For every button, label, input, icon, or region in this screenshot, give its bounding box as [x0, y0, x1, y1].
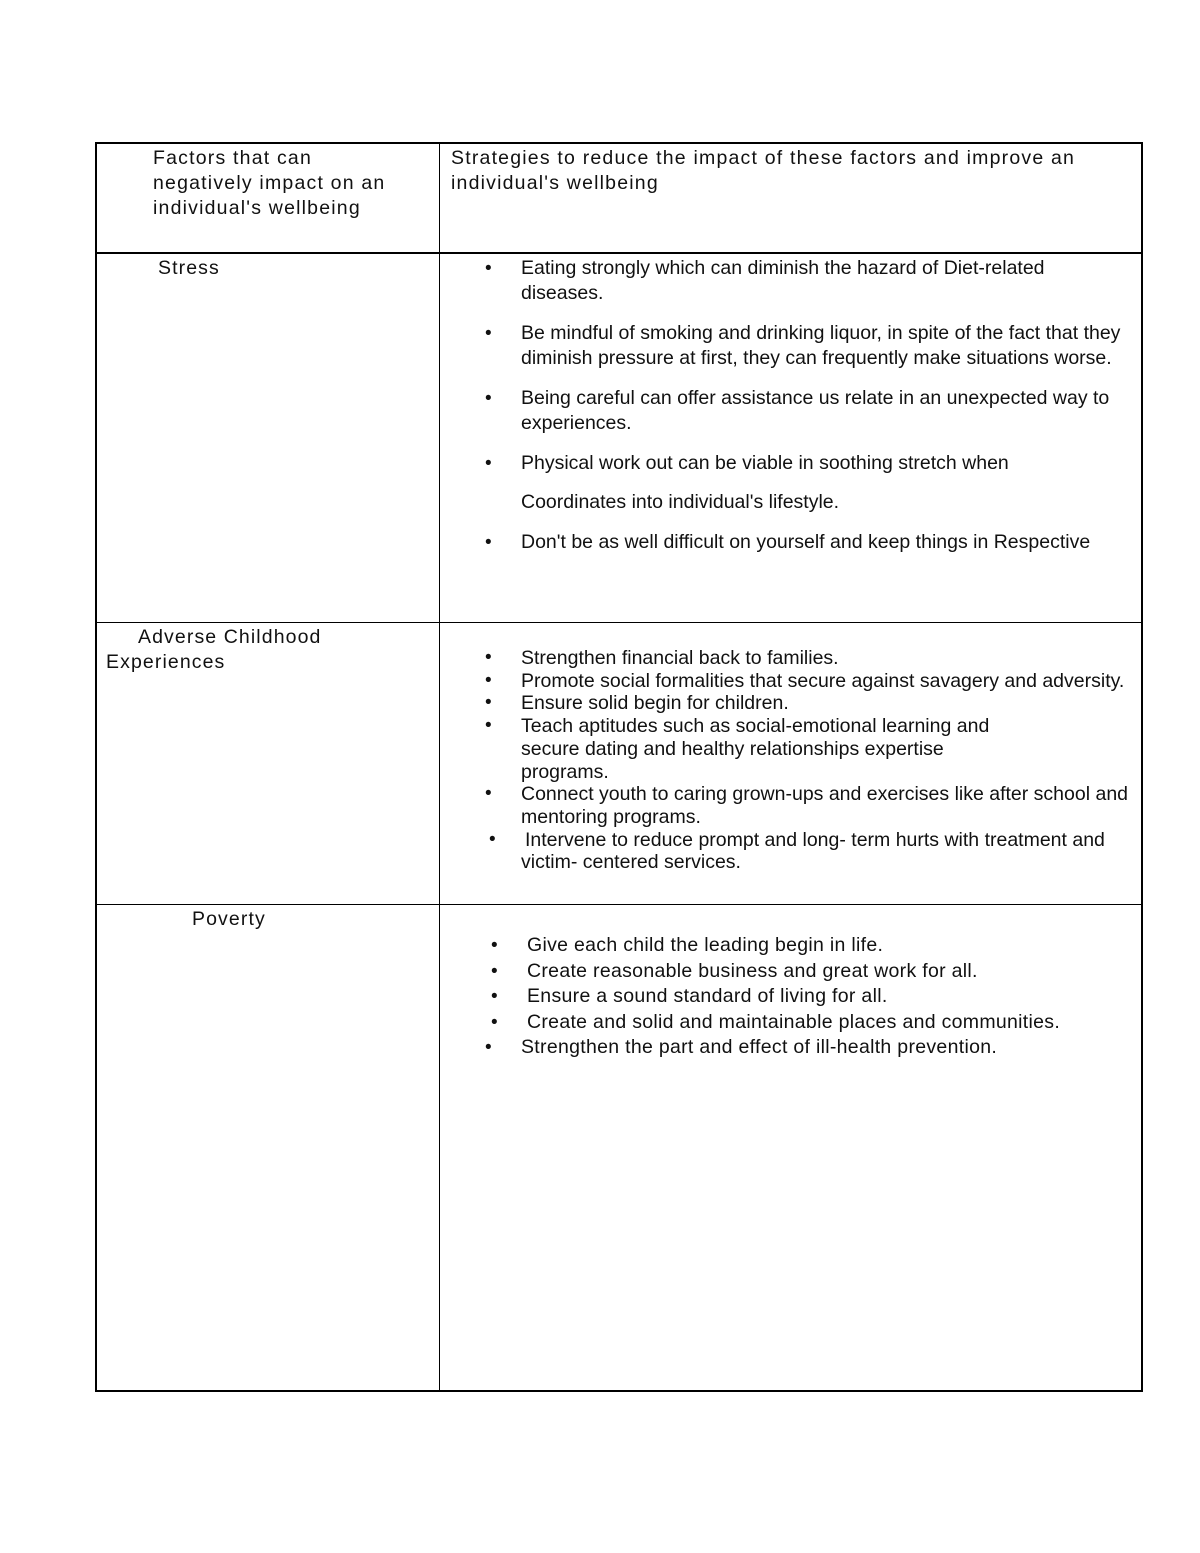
list-item: • Create reasonable business and great work for all. [527, 959, 1127, 985]
header-factors: Factors that can negatively impact on an individual's wellbeing [153, 147, 386, 219]
list-item: • Ensure solid begin for children. [521, 692, 1133, 715]
row-divider-stress [97, 622, 1141, 623]
row-divider-ace [97, 904, 1141, 905]
column-divider [439, 144, 440, 1390]
list-item: • Intervene to reduce prompt and long- term hurts with treatment and victim- centered services. [521, 829, 1133, 874]
factor-stress: Stress [158, 257, 220, 279]
strategy-list [521, 256, 1121, 555]
list-item: • Strengthen the part and effect of ill-health prevention. [521, 1035, 1127, 1061]
strategies-stress [521, 256, 1121, 570]
list-item: • Connect youth to caring grown-ups and exercises like after school and mentoring programs. [521, 783, 1133, 828]
list-item: • Don't be as well difficult on yourself and keep things in Respective [521, 530, 1121, 555]
header-row-divider [97, 252, 1141, 254]
list-item: • Create and solid and maintainable places and communities. [527, 1010, 1127, 1036]
factor-poverty: Poverty [192, 908, 266, 930]
strategy-list [521, 933, 1127, 1061]
list-item: • Promote social formalities that secure against savagery and adversity. [521, 670, 1133, 693]
wellbeing-table [95, 142, 1143, 1392]
list-item: • Give each child the leading begin in life. [527, 933, 1127, 959]
list-item: • Teach aptitudes such as social-emotional learning and secure dating and healthy relationships expertise programs. [521, 715, 1001, 783]
list-item: • Be mindful of smoking and drinking liquor, in spite of the fact that they diminish pressure at first, they can frequently make situations worse. [521, 321, 1121, 371]
factor-adverse-childhood-experiences: Adverse Childhood Experiences [106, 626, 322, 673]
list-item: • Strengthen financial back to families. [521, 647, 1133, 670]
list-item: • Ensure a sound standard of living for all. [527, 984, 1127, 1010]
continuation-line: Coordinates into individual's lifestyle. [521, 491, 840, 513]
list-item: • Being careful can offer assistance us relate in an unexpected way to experiences. [521, 386, 1121, 436]
list-item: • Physical work out can be viable in soothing stretch when [521, 451, 1121, 476]
list-item: • Eating strongly which can diminish the hazard of Diet-related diseases. [521, 256, 1121, 306]
strategy-list [521, 647, 1133, 874]
strategies-poverty [521, 933, 1127, 1061]
header-strategies: Strategies to reduce the impact of these factors and improve an individual's wellbeing [451, 147, 1076, 194]
strategies-ace [521, 647, 1133, 874]
